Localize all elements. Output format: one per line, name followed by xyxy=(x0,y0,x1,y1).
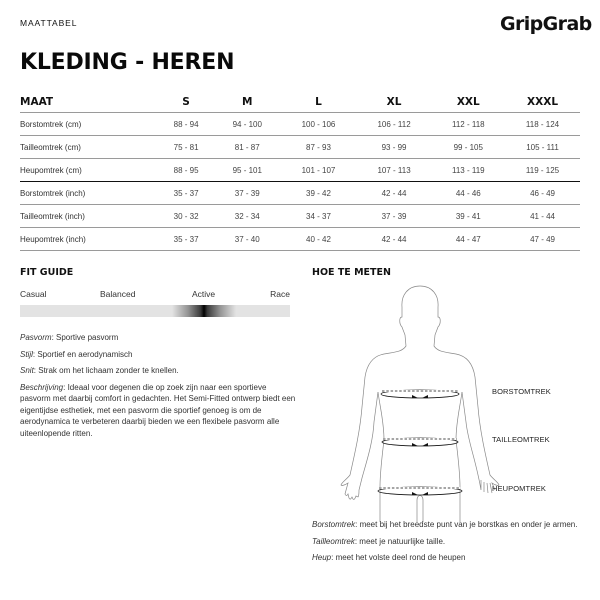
table-cell: 47 - 49 xyxy=(505,228,580,251)
table-cell: 42 - 44 xyxy=(357,228,432,251)
table-cell: 99 - 105 xyxy=(432,136,506,159)
fit-detail-beschrijving xyxy=(20,382,298,440)
table-row xyxy=(20,228,580,251)
fit-scale-indicator xyxy=(172,305,236,317)
fit-detail-value: : Sportief en aerodynamisch xyxy=(32,349,133,359)
fit-label-casual: Casual xyxy=(20,289,47,299)
table-cell: 112 - 118 xyxy=(432,113,506,136)
chest-measure-band xyxy=(381,390,459,398)
fit-label-active: Active xyxy=(192,289,216,299)
table-cell: 87 - 93 xyxy=(280,136,356,159)
table-row xyxy=(20,136,580,159)
table-cell: 35 - 37 xyxy=(158,228,214,251)
fit-detail-snit xyxy=(20,365,298,377)
table-cell: 101 - 107 xyxy=(280,159,356,182)
waist-measure-band xyxy=(382,438,458,446)
page-eyebrow: MAATTABEL xyxy=(20,18,78,28)
table-cell: 88 - 95 xyxy=(158,159,214,182)
fit-detail-key: Beschrijving xyxy=(20,382,64,392)
table-cell: 107 - 113 xyxy=(357,159,432,182)
fit-guide-heading: FIT GUIDE xyxy=(20,267,74,278)
table-cell: 39 - 41 xyxy=(432,205,506,228)
table-cell: 94 - 100 xyxy=(214,113,280,136)
table-cell: 88 - 94 xyxy=(158,113,214,136)
row-label: Tailleomtrek (inch) xyxy=(20,205,158,228)
table-cell: 35 - 37 xyxy=(158,182,214,205)
table-cell: 93 - 99 xyxy=(357,136,432,159)
table-cell: 32 - 34 xyxy=(214,205,280,228)
fit-detail-stijl xyxy=(20,349,298,361)
instruction-key: Heup xyxy=(312,553,332,562)
fit-label-race: Race xyxy=(270,289,290,299)
table-header-row xyxy=(20,91,580,113)
table-row xyxy=(20,113,580,136)
fit-details xyxy=(20,332,298,444)
fit-scale-labels xyxy=(20,289,290,301)
instruction-key: Tailleomtrek xyxy=(312,536,355,546)
page-title: KLEDING - HEREN xyxy=(20,50,235,75)
table-cell: 100 - 106 xyxy=(280,113,356,136)
row-label: Borstomtrek (inch) xyxy=(20,182,158,205)
hip-measure-band xyxy=(378,487,462,495)
label-heupomtrek: HEUPOMTREK xyxy=(492,484,546,493)
fit-detail-value: : Sportive pasvorm xyxy=(51,333,119,342)
table-cell: 81 - 87 xyxy=(214,136,280,159)
label-borstomtrek: BORSTOMTREK xyxy=(492,387,551,396)
fit-scale-bar xyxy=(20,305,290,317)
table-cell: 39 - 42 xyxy=(280,182,356,205)
table-row xyxy=(20,182,580,205)
column-header-xxxl: XXXL xyxy=(505,91,580,113)
table-cell: 44 - 46 xyxy=(432,182,506,205)
column-header-xl: XL xyxy=(357,91,432,113)
instruction-key: Borstomtrek xyxy=(312,520,356,529)
table-cell: 105 - 111 xyxy=(505,136,580,159)
table-cell: 37 - 40 xyxy=(214,228,280,251)
table-cell: 95 - 101 xyxy=(214,159,280,182)
table-cell: 34 - 37 xyxy=(280,205,356,228)
row-label: Tailleomtrek (cm) xyxy=(20,136,158,159)
measure-heading: HOE TE METEN xyxy=(312,267,391,278)
table-cell: 46 - 49 xyxy=(505,182,580,205)
table-row xyxy=(20,159,580,182)
table-cell: 44 - 47 xyxy=(432,228,506,251)
table-row xyxy=(20,205,580,228)
column-header-l: L xyxy=(280,91,356,113)
table-cell: 40 - 42 xyxy=(280,228,356,251)
row-label: Heupomtrek (cm) xyxy=(20,159,158,182)
fit-detail-value: : Strak om het lichaam zonder te knellen. xyxy=(33,366,179,375)
column-header-s: S xyxy=(158,91,214,113)
instruction-tailleomtrek xyxy=(312,536,582,548)
fit-detail-key: Stijl xyxy=(20,349,33,359)
table-cell: 119 - 125 xyxy=(505,159,580,182)
table-cell: 118 - 124 xyxy=(505,113,580,136)
table-cell: 37 - 39 xyxy=(357,205,432,228)
label-tailleomtrek: TAILLEOMTREK xyxy=(492,435,550,444)
column-header-xxl: XXL xyxy=(432,91,506,113)
brand-logo: GripGrab xyxy=(500,13,592,35)
row-label: Heupomtrek (inch) xyxy=(20,228,158,251)
column-header-m: M xyxy=(214,91,280,113)
fit-detail-key: Snit xyxy=(20,366,34,375)
table-cell: 113 - 119 xyxy=(432,159,506,182)
table-cell: 106 - 112 xyxy=(357,113,432,136)
column-header-maat: MAAT xyxy=(20,91,158,113)
size-table xyxy=(20,91,580,251)
table-cell: 37 - 39 xyxy=(214,182,280,205)
instruction-heup xyxy=(312,552,582,564)
instruction-borstomtrek xyxy=(312,519,582,531)
fit-detail-value: : Ideaal voor degenen die op zoek zijn naar een sportieve pasvorm met daarbij comfort in gedachten. Het Semi-Fitted ontwerp biedt een eigentijdse esthetiek, met een pasvorm die sportief genoeg is om de aerodynamica te verbeteren daarbij bieden we een flexibele pasvorm alle uiteenlopende ritten. xyxy=(20,382,296,438)
instruction-value: : meet bij het breedste punt van je borstkas en onder je armen. xyxy=(355,520,578,529)
table-cell: 42 - 44 xyxy=(357,182,432,205)
table-cell: 30 - 32 xyxy=(158,205,214,228)
row-label: Borstomtrek (cm) xyxy=(20,113,158,136)
body-figure-illustration xyxy=(340,282,500,522)
measure-instructions xyxy=(312,519,582,569)
fit-detail-pasvorm xyxy=(20,332,298,344)
instruction-value: : meet je natuurlijke taille. xyxy=(354,536,446,546)
table-cell: 75 - 81 xyxy=(158,136,214,159)
fit-label-balanced: Balanced xyxy=(100,289,136,299)
instruction-value: : meet het volste deel rond de heupen xyxy=(331,553,466,562)
table-cell: 41 - 44 xyxy=(505,205,580,228)
fit-detail-key: Pasvorm xyxy=(20,333,52,342)
